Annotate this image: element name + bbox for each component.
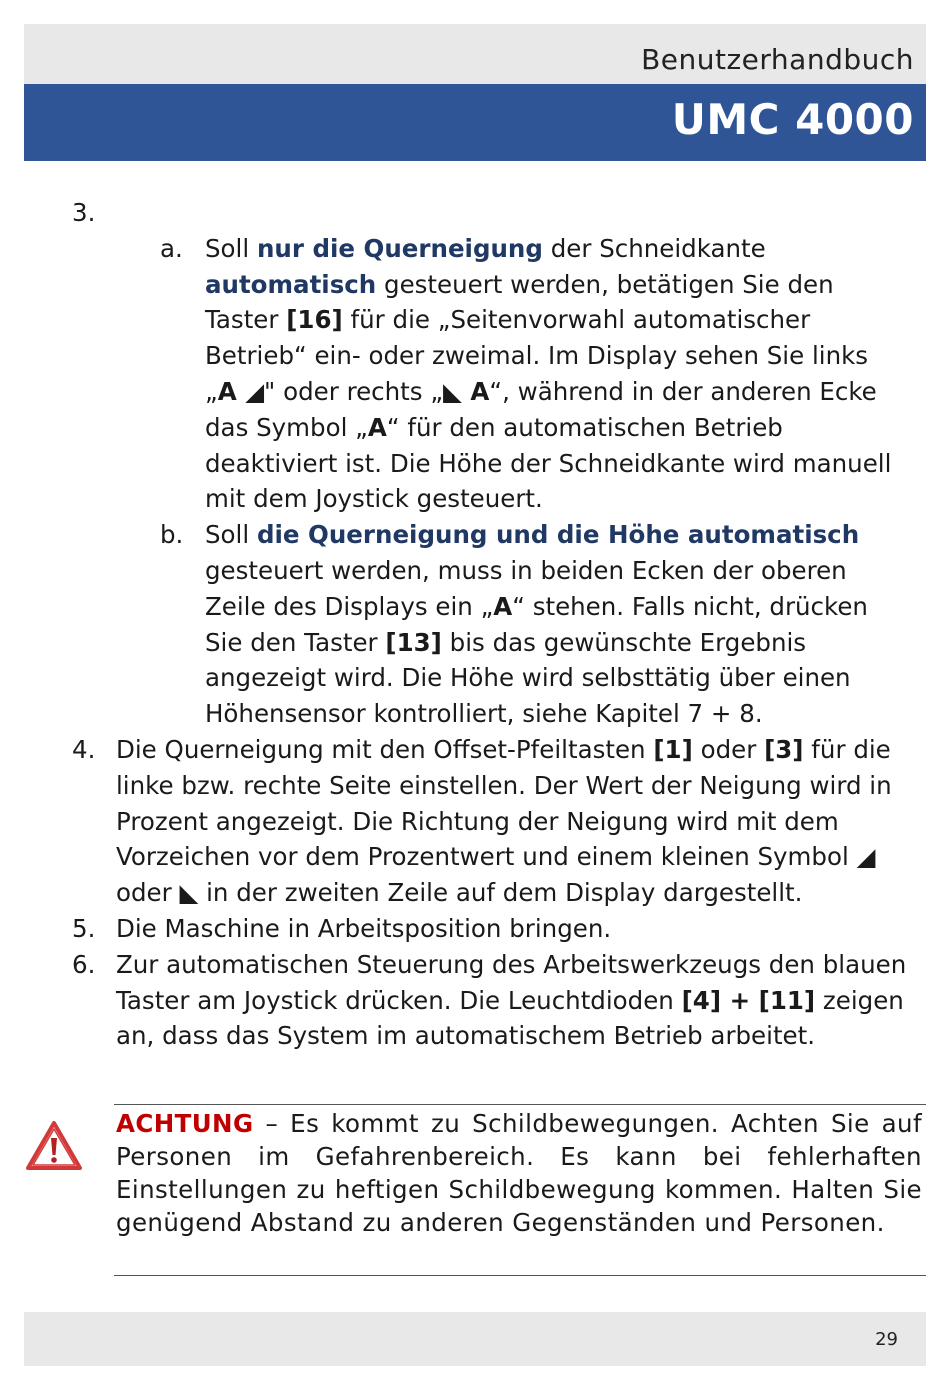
- product-title: UMC 4000: [671, 95, 914, 144]
- display-symbol: A: [367, 412, 387, 442]
- step-number: 5.: [72, 913, 96, 943]
- step-text: zeigen an, dass das System im automatischem Betrieb arbeitet.: [116, 985, 904, 1051]
- step-text: “ stehen. Falls nicht, drücken Sie den Taster: [205, 591, 868, 657]
- step-text: oder: [116, 878, 180, 908]
- key-reference: [4] + [11]: [681, 985, 816, 1015]
- key-reference: [1]: [653, 734, 693, 764]
- step-text: “ für den automatischen Betrieb deaktiviert ist. Die Höhe der Schneidkante wird manuell mit dem Joystick gesteuert.: [205, 412, 892, 514]
- warning-body: – Es kommt zu Schildbewegungen. Achten Sie auf Personen im Gefahrenbereich. Es kann bei fehlerhaften Einstellungen zu heftigen Schildbewegung kommen. Halten Sie genügend Abstand zu anderen Gegenständen und Personen.: [116, 1109, 922, 1237]
- step-number: 6.: [72, 949, 96, 979]
- step-text: Soll: [205, 520, 257, 550]
- emphasis-text: automatisch: [205, 269, 377, 299]
- step-5: [0, 911, 950, 947]
- header-title-bar: [24, 84, 926, 161]
- emphasis-text: nur die Querneigung: [256, 233, 543, 263]
- step-text: der Schneidkante: [542, 233, 766, 263]
- step-3: [0, 195, 950, 231]
- slope-right-symbol: ◢: [856, 842, 876, 872]
- warning-label: ACHTUNG: [116, 1109, 254, 1138]
- emphasis-text: die Querneigung und die Höhe automatisch: [256, 520, 860, 550]
- step-text: Die Maschine in Arbeitsposition bringen.: [116, 913, 612, 943]
- sub-step-letter: b.: [160, 520, 184, 550]
- step-text: für die „Seitenvorwahl automatischer Betrieb“ ein- oder zweimal. Im Display sehen Sie links „: [205, 305, 869, 406]
- manual-subtitle: Benutzerhandbuch: [641, 43, 914, 76]
- page-footer: [24, 1312, 926, 1366]
- step-text: in der zweiten Zeile auf dem Display dargestellt.: [198, 878, 803, 908]
- key-reference: [16]: [286, 305, 343, 335]
- warning-text: [116, 1107, 922, 1239]
- step-text: für die linke bzw. rechte Seite einstellen. Der Wert der Neigung wird in Prozent angezeigt. Die Richtung der Neigung wird mit dem Vorzeichen vor dem Prozentwert und einem kleinen Symbol: [116, 734, 892, 872]
- step-text: oder: [692, 734, 765, 764]
- key-reference: [3]: [764, 734, 804, 764]
- warning-bottom-rule: [114, 1275, 926, 1276]
- step-text: " oder rechts „: [264, 376, 444, 406]
- display-symbol: A: [493, 591, 513, 621]
- step-text: “, während in der anderen Ecke das Symbol „: [205, 376, 877, 442]
- warning-triangle-icon: [24, 1118, 84, 1174]
- step-number: 4.: [72, 734, 96, 764]
- slope-left-symbol: ◣: [179, 878, 199, 908]
- step-text: gesteuert werden, betätigen Sie den Taster: [205, 269, 834, 335]
- step-text: Zur automatischen Steuerung des Arbeitswerkzeugs den blauen Taster am Joystick drücken. Die Leuchtdioden: [116, 949, 907, 1015]
- step-3b: [0, 517, 950, 732]
- display-symbol: ◣ A: [443, 376, 490, 406]
- step-text: bis das gewünschte Ergebnis angezeigt wird. Die Höhe wird selbsttätig über einen Höhensensor kontrolliert, siehe Kapitel 7 + 8.: [205, 627, 851, 729]
- step-3a: [0, 231, 950, 517]
- step-text: Soll: [205, 233, 257, 263]
- step-6: [0, 947, 950, 1054]
- step-text: gesteuert werden, muss in beiden Ecken der oberen Zeile des Displays ein „: [205, 555, 847, 621]
- display-symbol: A ◢: [217, 376, 265, 406]
- instruction-list: [0, 195, 950, 1054]
- warning-top-rule: [114, 1104, 926, 1105]
- step-number: 3.: [72, 198, 96, 227]
- header-top-band: [24, 24, 926, 84]
- step-text: Die Querneigung mit den Offset-Pfeiltasten: [116, 734, 654, 764]
- step-4: [0, 732, 950, 911]
- sub-step-letter: a.: [160, 233, 183, 263]
- key-reference: [13]: [385, 627, 442, 657]
- page-number: 29: [875, 1329, 898, 1350]
